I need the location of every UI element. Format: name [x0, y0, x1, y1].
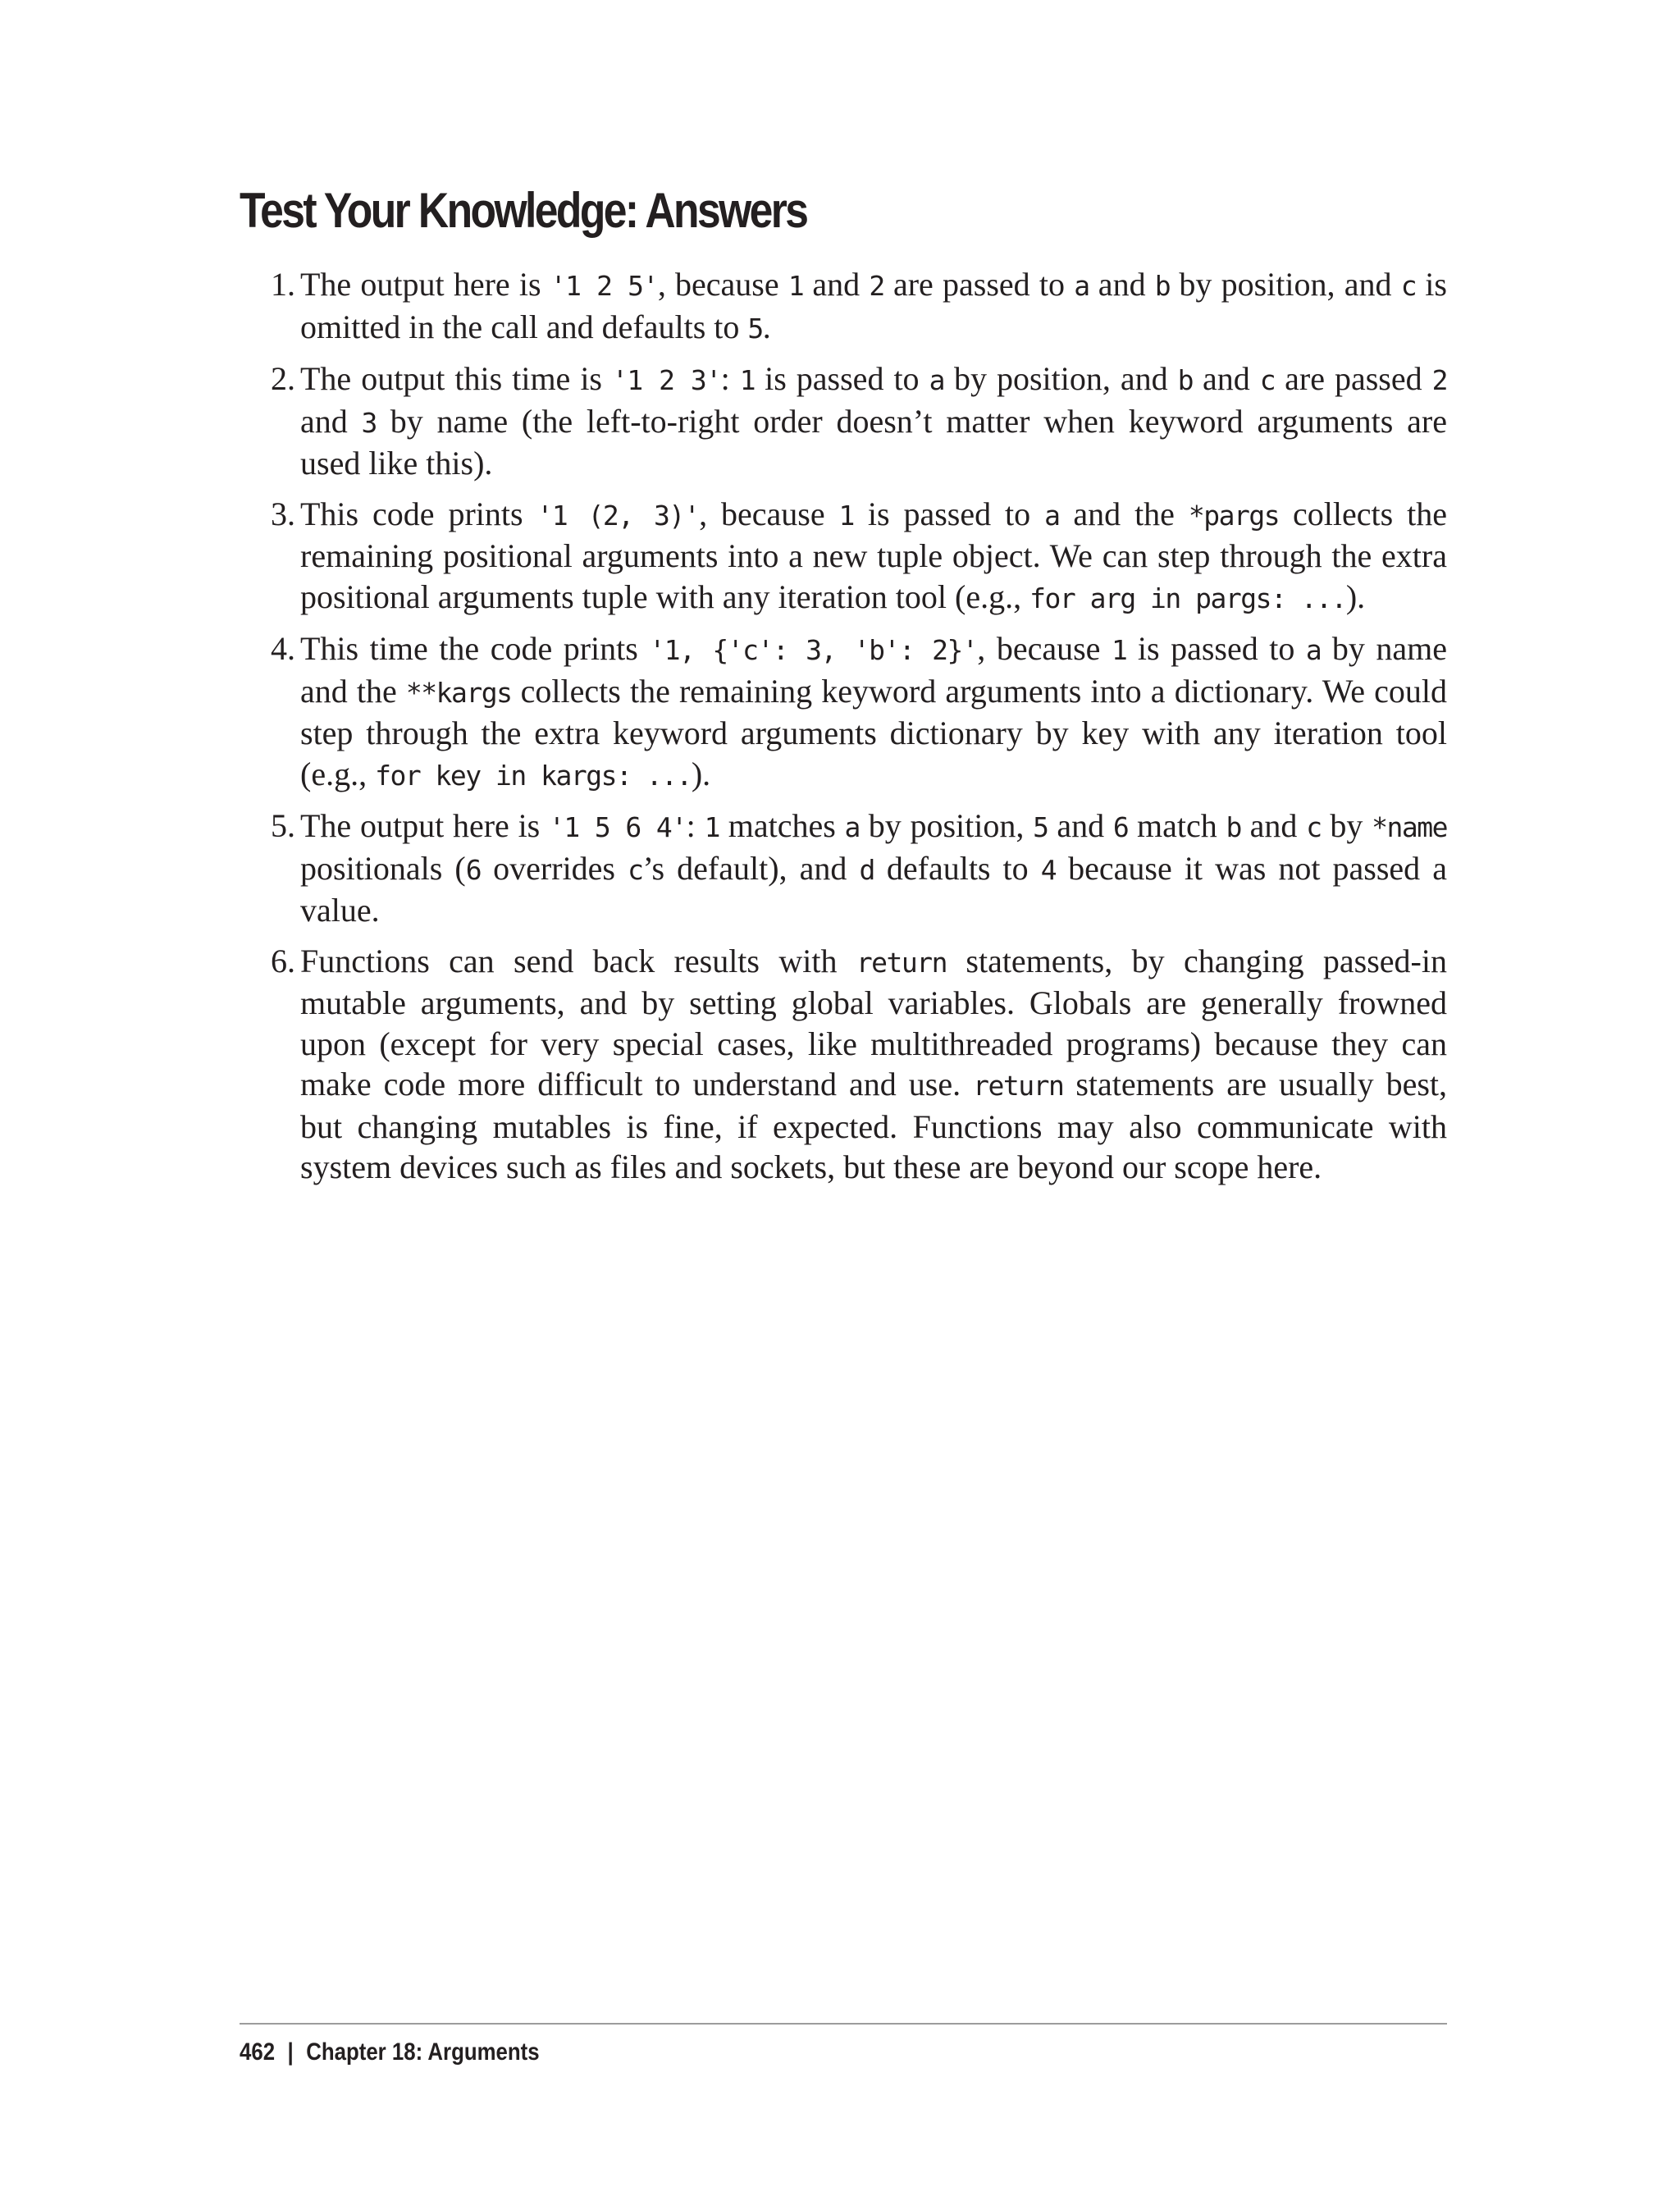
inline-code: c: [1259, 364, 1276, 396]
answer-text-run: are passed: [1275, 360, 1432, 397]
answer-text-run: is passed to: [853, 495, 1045, 532]
inline-code: '1 5 6 4': [549, 811, 687, 843]
answer-text-run: :: [686, 807, 705, 844]
answer-text-run: ’s default), and: [642, 849, 860, 887]
answers-list: [203, 264, 1447, 1198]
answer-text-run: by: [1321, 807, 1372, 844]
page-number: 462: [240, 2038, 276, 2066]
inline-code: 6: [1112, 811, 1129, 843]
answer-item: [203, 628, 1447, 796]
inline-code: 1: [1111, 634, 1127, 666]
answer-text-run: and: [803, 266, 870, 303]
answer-number: 5.: [271, 807, 295, 844]
inline-code: b: [1154, 270, 1171, 302]
section-title: Test Your Knowledge: Answers: [240, 183, 807, 238]
inline-code: for arg in pargs: ...: [1029, 582, 1346, 614]
answer-item: [203, 264, 1447, 349]
answer-text-run: Functions can send back results with: [300, 942, 856, 979]
inline-code: 5: [1033, 811, 1048, 843]
inline-code: 2: [869, 270, 884, 302]
answer-text-run: This code prints: [300, 495, 537, 532]
answer-item: [203, 941, 1447, 1188]
inline-code: '1 2 5': [550, 270, 658, 302]
answer-text-run: ).: [1345, 578, 1366, 615]
answer-text-run: overrides: [481, 849, 628, 887]
answer-text-run: is passed to: [755, 360, 929, 397]
answer-text-run: defaults to: [874, 849, 1041, 887]
inline-code: a: [844, 811, 860, 843]
answer-text: [300, 941, 1447, 1188]
answer-text-run: and: [1089, 266, 1155, 303]
answer-text-run: is passed to: [1126, 630, 1306, 667]
inline-code: d: [859, 853, 874, 886]
inline-code: for key in kargs: ...: [375, 759, 692, 792]
inline-code: c: [1400, 270, 1417, 302]
inline-code: c: [628, 853, 643, 886]
answer-text-run: This time the code prints: [300, 630, 650, 667]
inline-code: 2: [1431, 364, 1447, 396]
answer-text: [300, 264, 1447, 349]
answer-text-run: statements are usually best, but changing mutables is fine, if expected. Functions may also communicate with system devices such as files and sockets, but these are beyond our scope here.: [300, 1066, 1448, 1185]
answer-text-run: statements, by changing passed-in mutable arguments, and by setting global variables. Globals are generally frowned upon (except for very special cases, like multithreaded programs) because they can make code more difficult to understand and use.: [300, 942, 1447, 1102]
answer-text-run: and: [1193, 360, 1260, 397]
inline-code: *pargs: [1188, 499, 1280, 532]
answer-text-run: matches: [719, 807, 845, 844]
answer-text: [300, 806, 1447, 931]
answer-text-run: are passed to: [883, 266, 1075, 303]
inline-code: b: [1177, 364, 1193, 396]
answer-text-run: because it was not passed a value.: [300, 849, 1448, 929]
answer-text-run: match: [1128, 807, 1226, 844]
answer-text-run: The output here is: [300, 807, 550, 844]
inline-code: 6: [465, 853, 482, 886]
answer-item: [203, 806, 1447, 931]
answer-text-run: by name and the: [300, 630, 1447, 710]
answer-number: 4.: [271, 630, 295, 667]
answer-text-run: and the: [1059, 495, 1189, 532]
answer-number: 6.: [271, 942, 295, 979]
answer-text-run: collects the remaining keyword arguments into a dictionary. We could step through the extra keyword arguments dictionary by key with any iteration tool (e.g.,: [300, 672, 1448, 792]
inline-code: '1 2 3': [612, 364, 721, 396]
inline-code: *name: [1372, 811, 1447, 843]
answer-number: 1.: [271, 266, 295, 303]
answer-text-run: positionals (: [300, 849, 466, 887]
inline-code: 4: [1040, 853, 1057, 886]
chapter-title: Chapter 18: Arguments: [306, 2038, 540, 2066]
answer-text-run: and: [1240, 807, 1307, 844]
inline-code: '1, {'c': 3, 'b': 2}': [649, 634, 978, 666]
page-footer: [240, 2038, 540, 2066]
answer-text: [300, 494, 1447, 619]
answer-text-run: The output here is: [300, 266, 550, 303]
answer-text: [300, 358, 1447, 484]
inline-code: c: [1306, 811, 1322, 843]
inline-code: a: [1074, 270, 1089, 302]
answer-item: [203, 494, 1447, 619]
inline-code: 1: [739, 364, 756, 396]
answer-text-run: , because: [977, 630, 1112, 667]
inline-code: a: [1044, 499, 1060, 532]
footer-separator: |: [287, 2038, 294, 2066]
footer-divider: [240, 2023, 1447, 2025]
answer-text-run: and: [300, 402, 362, 440]
inline-code: a: [1305, 634, 1322, 666]
inline-code: return: [856, 946, 947, 979]
answer-text-run: , because: [699, 495, 839, 532]
answer-text-run: by position, and: [1170, 266, 1401, 303]
answer-number: 2.: [271, 360, 295, 397]
inline-code: return: [973, 1070, 1064, 1102]
inline-code: b: [1226, 811, 1241, 843]
inline-code: 1: [704, 811, 719, 843]
answer-text-run: by name (the left-to-right order doesn’t matter when keyword arguments are used like this).: [300, 402, 1447, 482]
answer-text-run: by position,: [859, 807, 1034, 844]
answer-text-run: , because: [657, 266, 788, 303]
inline-code: '1 (2, 3)': [536, 499, 700, 532]
inline-code: 5: [747, 312, 763, 345]
answer-number: 3.: [271, 495, 295, 532]
answer-text: [300, 628, 1447, 796]
answer-item: [203, 358, 1447, 484]
inline-code: 1: [838, 499, 854, 532]
answer-text-run: by position, and: [943, 360, 1178, 397]
answer-text-run: is omitted in the call and defaults to: [300, 266, 1447, 345]
answer-text-run: .: [762, 308, 771, 345]
answer-text-run: ).: [691, 755, 711, 792]
inline-code: **kargs: [405, 676, 512, 709]
inline-code: 1: [788, 270, 804, 302]
inline-code: 3: [361, 406, 377, 439]
answer-text-run: :: [720, 360, 740, 397]
answer-text-run: collects the remaining positional arguments into a new tuple object. We can step through the extra positional arguments tuple with any iteration tool (e.g.,: [300, 495, 1447, 615]
inline-code: a: [929, 364, 944, 396]
answer-text-run: The output this time is: [300, 360, 613, 397]
answer-text-run: and: [1048, 807, 1113, 844]
